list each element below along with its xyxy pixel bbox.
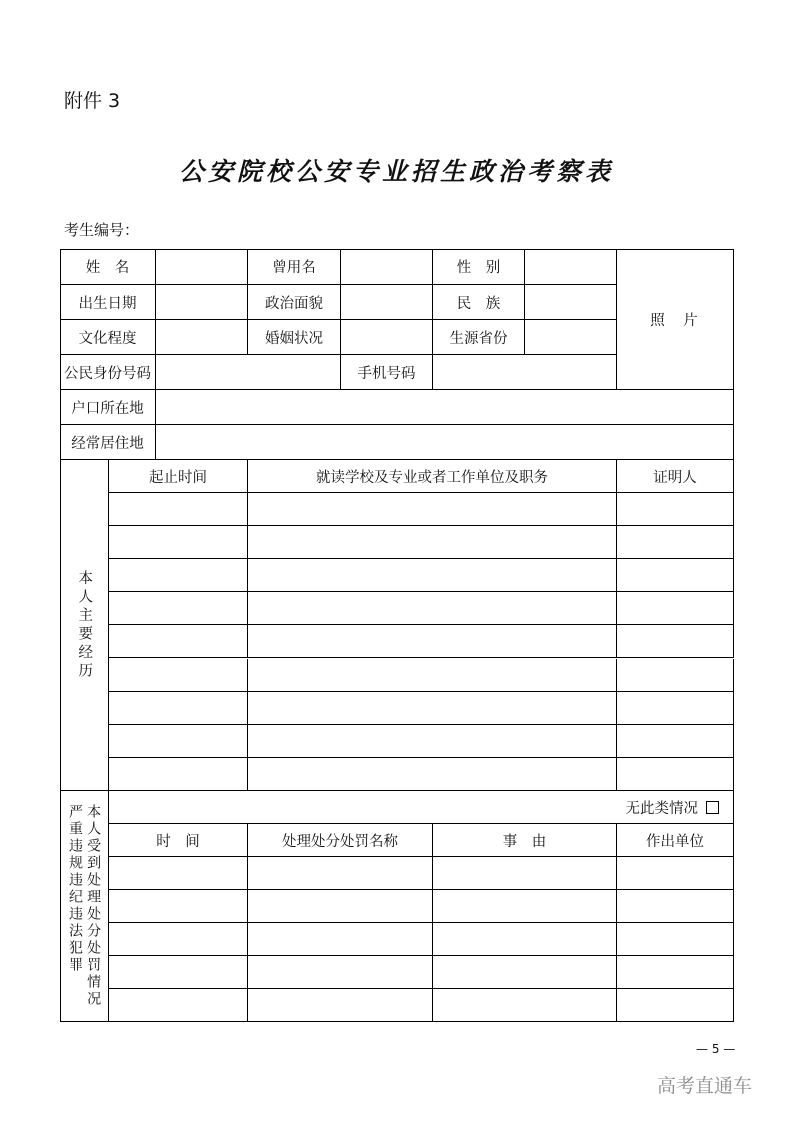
discipline-section-text-right: 严重违规违纪违法犯罪 (67, 804, 83, 974)
experience-header-period: 起止时间 (109, 460, 248, 493)
discipline-cell[interactable] (109, 956, 248, 989)
residence-label: 经常居住地 (60, 425, 156, 460)
gender-label: 性 别 (433, 249, 525, 285)
education-label: 文化程度 (60, 320, 156, 355)
experience-cell[interactable] (109, 493, 248, 526)
discipline-cell[interactable] (109, 890, 248, 923)
experience-section-text: 本人主要经历 (76, 569, 93, 681)
watermark: 高考直通车 (657, 1075, 753, 1097)
gender-field[interactable] (525, 249, 617, 285)
marital-status-label: 婚姻状况 (248, 320, 341, 355)
experience-cell[interactable] (617, 559, 734, 592)
discipline-cell[interactable] (248, 989, 433, 1022)
experience-cell[interactable] (109, 692, 248, 725)
experience-cell[interactable] (109, 758, 248, 791)
discipline-cell[interactable] (433, 923, 617, 956)
mobile-label: 手机号码 (341, 355, 433, 390)
attachment-label: 附件 3 (64, 90, 121, 112)
discipline-cell[interactable] (109, 989, 248, 1022)
experience-cell[interactable] (617, 725, 734, 758)
form-title: 公安院校公安专业招生政治考察表 (178, 157, 614, 186)
experience-header-witness: 证明人 (617, 460, 734, 493)
experience-cell[interactable] (248, 625, 617, 658)
discipline-cell[interactable] (433, 890, 617, 923)
marital-status-field[interactable] (341, 320, 433, 355)
discipline-header-time: 时 间 (109, 824, 248, 857)
no-such-situation-label: 无此类情况 (625, 800, 698, 817)
experience-cell[interactable] (617, 659, 734, 692)
discipline-cell[interactable] (433, 956, 617, 989)
discipline-cell[interactable] (248, 923, 433, 956)
discipline-cell[interactable] (617, 956, 734, 989)
id-number-field[interactable] (156, 355, 341, 390)
experience-cell[interactable] (109, 592, 248, 625)
political-status-field[interactable] (341, 285, 433, 320)
experience-cell[interactable] (248, 493, 617, 526)
discipline-header-unit: 作出单位 (617, 824, 734, 857)
discipline-cell[interactable] (617, 989, 734, 1022)
experience-cell[interactable] (109, 625, 248, 658)
discipline-cell[interactable] (109, 857, 248, 890)
experience-cell[interactable] (617, 692, 734, 725)
discipline-cell[interactable] (248, 956, 433, 989)
experience-cell[interactable] (109, 526, 248, 559)
name-field[interactable] (156, 249, 248, 285)
education-field[interactable] (156, 320, 248, 355)
experience-cell[interactable] (109, 659, 248, 692)
discipline-cell[interactable] (248, 890, 433, 923)
experience-cell[interactable] (617, 625, 734, 658)
experience-cell[interactable] (248, 725, 617, 758)
name-label: 姓 名 (60, 249, 156, 285)
discipline-section-text-left: 本人受到处理处分处罚情况 (85, 804, 102, 1008)
page-number: — 5 — (696, 1042, 736, 1056)
former-name-field[interactable] (341, 249, 433, 285)
experience-cell[interactable] (248, 758, 617, 791)
experience-cell[interactable] (248, 592, 617, 625)
photo-box[interactable]: 照 片 (617, 249, 734, 390)
experience-cell[interactable] (617, 526, 734, 559)
hukou-field[interactable] (156, 390, 734, 425)
discipline-cell[interactable] (617, 857, 734, 890)
experience-header-school: 就读学校及专业或者工作单位及职务 (248, 460, 617, 493)
experience-cell[interactable] (617, 758, 734, 791)
discipline-header-reason: 事 由 (433, 824, 617, 857)
no-such-situation-row (109, 791, 734, 824)
ethnicity-label: 民 族 (433, 285, 525, 320)
birth-date-label: 出生日期 (60, 285, 156, 320)
source-province-label: 生源省份 (433, 320, 525, 355)
discipline-cell[interactable] (109, 923, 248, 956)
experience-cell[interactable] (617, 592, 734, 625)
discipline-cell[interactable] (617, 890, 734, 923)
discipline-cell[interactable] (617, 923, 734, 956)
experience-cell[interactable] (109, 559, 248, 592)
experience-cell[interactable] (248, 659, 617, 692)
discipline-section-label (60, 791, 109, 1022)
experience-cell[interactable] (248, 692, 617, 725)
ethnicity-field[interactable] (525, 285, 617, 320)
former-name-label: 曾用名 (248, 249, 341, 285)
discipline-cell[interactable] (248, 857, 433, 890)
discipline-cell[interactable] (433, 989, 617, 1022)
exam-number-label: 考生编号： (64, 221, 140, 239)
experience-cell[interactable] (248, 526, 617, 559)
experience-cell[interactable] (248, 559, 617, 592)
experience-section-label (60, 460, 109, 791)
no-such-situation-checkbox[interactable] (706, 801, 719, 814)
mobile-field[interactable] (433, 355, 617, 390)
discipline-cell[interactable] (433, 857, 617, 890)
id-number-label: 公民身份号码 (60, 355, 156, 390)
source-province-field[interactable] (525, 320, 617, 355)
experience-cell[interactable] (617, 493, 734, 526)
birth-date-field[interactable] (156, 285, 248, 320)
hukou-label: 户口所在地 (60, 390, 156, 425)
discipline-header-name: 处理处分处罚名称 (248, 824, 433, 857)
political-status-label: 政治面貌 (248, 285, 341, 320)
residence-field[interactable] (156, 425, 734, 460)
experience-cell[interactable] (109, 725, 248, 758)
